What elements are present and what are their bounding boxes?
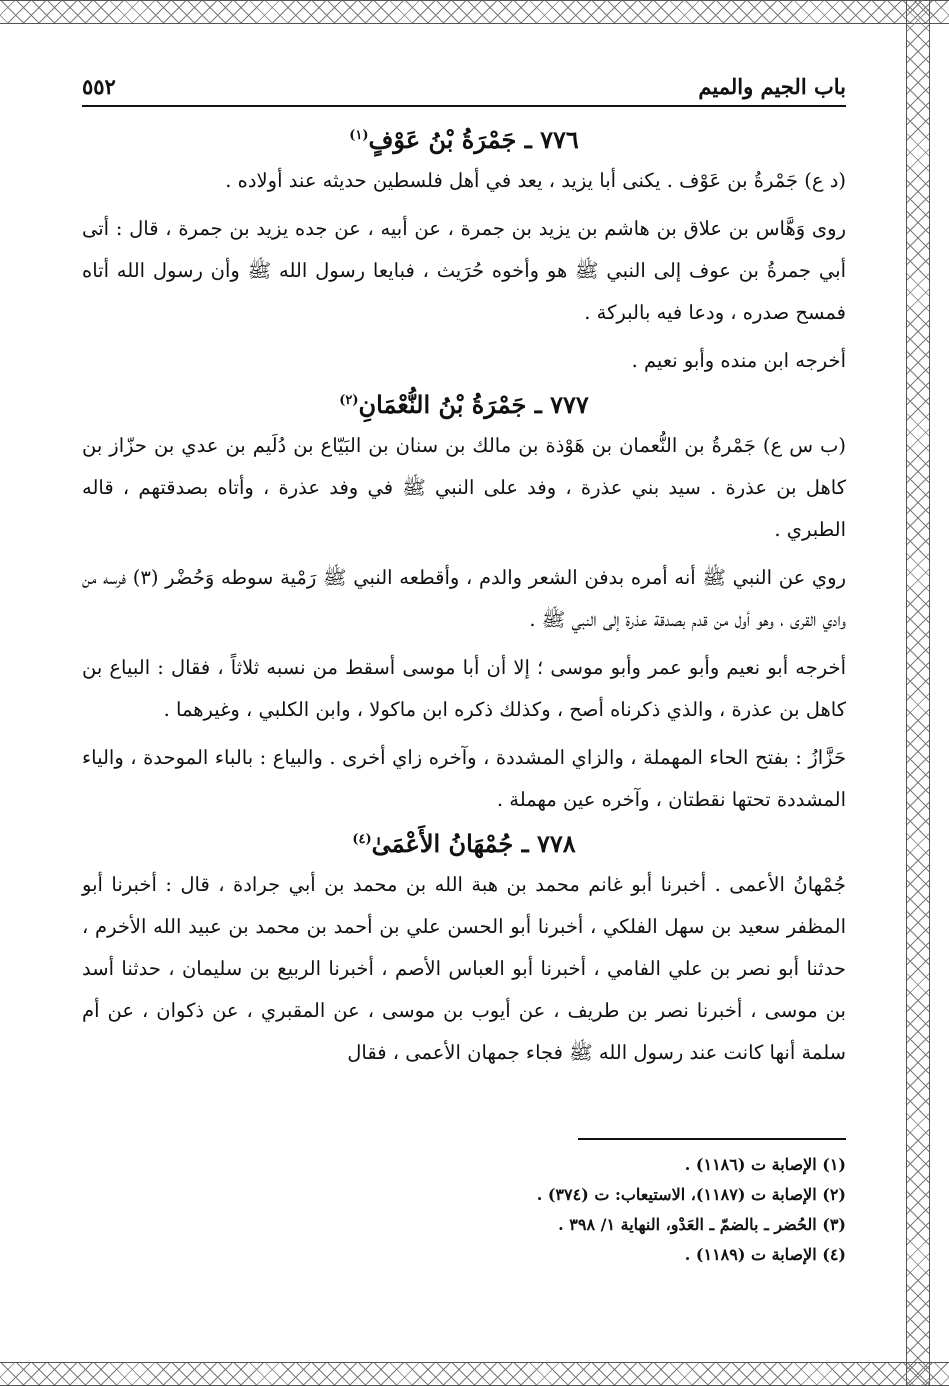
entry-title xyxy=(82,829,846,858)
paragraph: روي عن النبي ﷺ أنه أمره بدفن الشعر والدم ، وأقطعه النبي ﷺ رَمْية سوطه وَحُضْر (٣) فرسه من وادي القرى ، وهو أول من قدم بصدقة عذرة إلى النبي ﷺ . xyxy=(82,566,846,631)
footnote-ref: (١) xyxy=(349,128,369,143)
paragraph: أخرجه ابن منده وأبو نعيم . xyxy=(631,349,846,372)
paragraph: (د ع) جَمْرةُ بن عَوْف . يكنى أبا يزيد ، يعد في أهل فلسطين حديثه عند أولاده . xyxy=(225,169,846,192)
footnote-ref: (٢) xyxy=(339,393,359,408)
page-content xyxy=(82,74,846,1080)
entry-777 xyxy=(82,390,846,821)
paragraph: (ب س ع) جَمْرةُ بن النُّعمان بن هَوْذة بن مالك بن سنان بن البَيّاع بن دُلَيم بن عدي بن حزّاز بن كاهل بن عذرة . سيد بني عذرة ، وفد على النبي ﷺ في وفد عذرة ، وأتاه بصدقتهم ، قاله الطبري . xyxy=(82,434,846,541)
entry-776 xyxy=(82,125,846,382)
footnote-ref: (٤) xyxy=(352,832,372,847)
page-border-bottom xyxy=(0,1362,949,1386)
footnote: (١) الإصابة ت (١١٨٦) . xyxy=(684,1155,846,1174)
footnotes xyxy=(82,1138,846,1270)
section-title: باب الجيم والميم xyxy=(698,74,846,99)
footnote: (٣) الحُضر ـ بالضمّ ـ العَدْو، النهاية ١/ ٣٩٨ . xyxy=(558,1215,846,1234)
entry-title xyxy=(82,125,846,154)
paragraph: أخرجه أبو نعيم وأبو عمر وأبو موسى ؛ إلا أن أبا موسى أسقط من نسبه ثلاثاً ، فقال : البياع بن كاهل بن عذرة ، والذي ذكرناه أصح ، وكذلك ذكره ابن ماكولا ، وابن الكلبي ، وغيرهما . xyxy=(82,656,846,721)
running-header xyxy=(82,74,846,107)
page-number: ٥٥٢ xyxy=(82,74,116,99)
entry-heading: ٧٧٨ ـ جُمْهَانُ الأَعْمَىٰ xyxy=(371,829,576,858)
footnote: (٢) الإصابة ت (١١٨٧)، الاستيعاب: ت (٣٧٤) . xyxy=(536,1185,846,1204)
entry-778 xyxy=(82,829,846,1074)
footnote-divider xyxy=(578,1138,846,1140)
entry-heading: ٧٧٧ ـ جَمْرَةُ بْنُ النُّعْمَانِ xyxy=(358,390,589,419)
paragraph: روى وَهَّاس بن علاق بن هاشم بن يزيد بن جمرة ، عن أبيه ، عن جده يزيد بن جمرة ، قال : أتى أبي جمرةُ بن عوف إلى النبي ﷺ هو وأخوه حُرَيث ، فبايعا رسول الله ﷺ وأن رسول الله أتاه فمسح صدره ، ودعا فيه بالبركة . xyxy=(82,217,846,324)
paragraph: حَزَّازُ : بفتح الحاء المهملة ، والزاي المشددة ، وآخره زاي أخرى . والبياع : بالباء الموحدة ، والياء المشددة تحتها نقطتان ، وآخره عين مهملة . xyxy=(82,746,846,811)
page-border-top xyxy=(0,0,949,24)
entry-title xyxy=(82,390,846,419)
page-border-right xyxy=(906,0,930,1386)
paragraph: جُمْهانُ الأعمى . أخبرنا أبو غانم محمد بن هبة الله بن محمد بن أبي جرادة ، قال : أخبرنا أبو المظفر سعيد بن سهل الفلكي ، أخبرنا أبو الحسن علي بن أحمد بن محمد بن عبيد الله الأخرم ، حدثنا أبو نصر بن علي الفامي ، أخبرنا أبو العباس الأصم ، أخبرنا الربيع بن سليمان ، حدثنا أسد بن موسى ، أخبرنا نصر بن طريف ، عن أيوب بن موسى ، عن المقبري ، عن ذكوان ، عن أم سلمة أنها كانت عند رسول الله ﷺ فجاء جمهان الأعمى ، فقال xyxy=(82,873,846,1064)
footnote: (٤) الإصابة ت (١١٨٩) . xyxy=(684,1245,846,1264)
entry-heading: ٧٧٦ ـ جَمْرَةُ بْنُ عَوْفٍ xyxy=(368,125,579,154)
